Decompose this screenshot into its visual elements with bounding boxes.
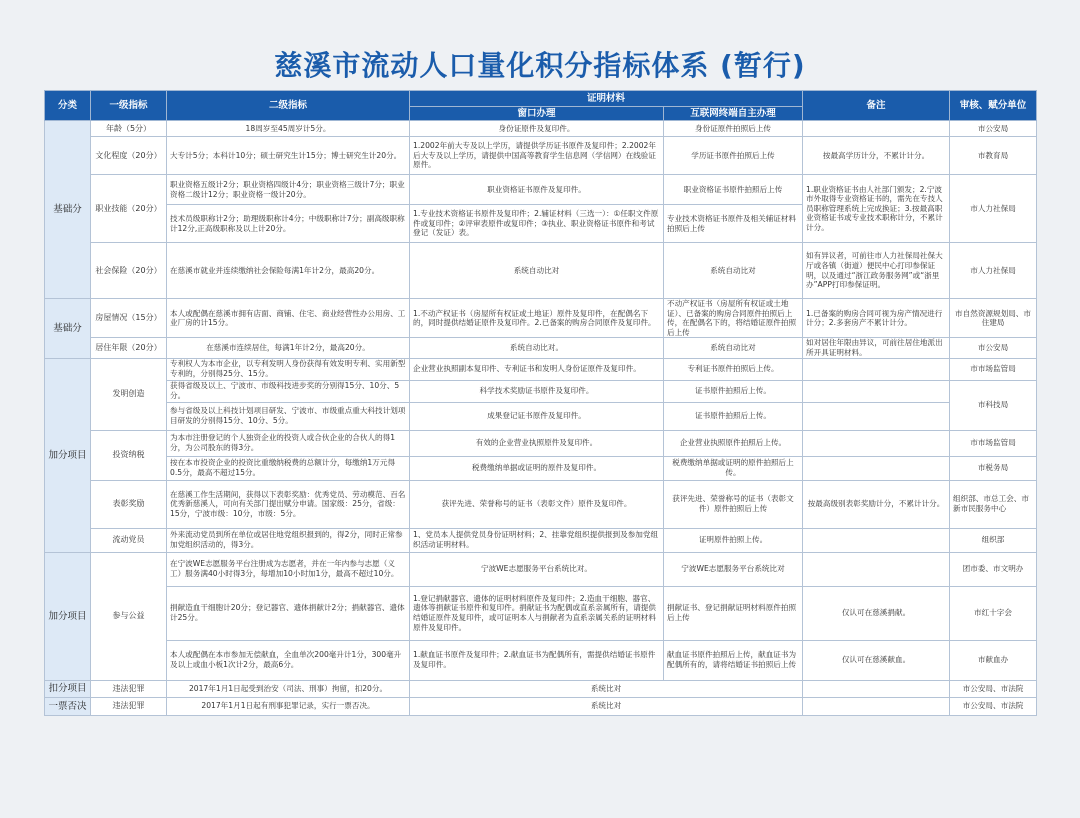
level2-cell: 在宁波WE志愿服务平台注册成为志愿者，并在一年内参与志愿（义工）服务满40小时得3分，每增加10小时加1分，最高不超过10分。	[167, 552, 410, 586]
level2-cell: 获得省级及以上、宁波市、市级科技进步奖的分别得15分、10分、5分。	[167, 380, 410, 402]
window-cell: 获评先进、荣誉称号的证书（表彰文件）原件及复印件。	[410, 480, 664, 528]
note-cell: 如对居住年限由异议，可前往居住地派出所开具证明材料。	[803, 338, 950, 358]
indicator-table	[44, 90, 1037, 716]
unit-cell: 市公安局、市法院	[950, 680, 1037, 697]
level2-cell: 参与省级及以上科技计划项目研发、宁波市、市级重点重大科技计划项目研发的分别得15分、10分、5分。	[167, 402, 410, 430]
note-cell: 如有异议者，可前往市人力社保局社保大厅或各镇（街道）便民中心打印参保证明，以及通过“浙江政务服务网”或“浙里办”APP打印参保证明。	[803, 243, 950, 299]
unit-cell: 市市场监管局	[950, 430, 1037, 456]
note-cell: 1.职业资格证书由人社部门颁发；2.宁波市外取得专业资格证书的，需先在专技人员职称管理系统上完成换证；3.按最高职业资格证书或专业技术职称计分，不累计计分。	[803, 175, 950, 243]
header-unit: 审核、赋分单位	[950, 91, 1037, 121]
header-online: 互联网终端自主办理	[664, 107, 803, 121]
table-row	[45, 243, 1037, 299]
table-row	[45, 552, 1037, 586]
unit-cell: 市人力社保局	[950, 243, 1037, 299]
table-row	[45, 480, 1037, 528]
unit-cell: 市科技局	[950, 380, 1037, 430]
unit-cell: 团市委、市文明办	[950, 552, 1037, 586]
level2-cell: 专利权人为本市企业，以专利发明人身份获得有效发明专利、实用新型专利的，分别得25分、15分。	[167, 358, 410, 380]
level1-cell: 违法犯罪	[91, 680, 167, 697]
level2-cell: 2017年1月1日起受到治安（司法、刑事）拘留，扣20分。	[167, 680, 410, 697]
header-window: 窗口办理	[410, 107, 664, 121]
window-cell: 系统自动比对。	[410, 338, 664, 358]
note-cell	[803, 380, 950, 402]
note-cell	[803, 456, 950, 480]
online-cell: 证书原件拍照后上传。	[664, 380, 803, 402]
level2-cell: 在慈溪市连续居住，每满1年计2分，最高20分。	[167, 338, 410, 358]
online-cell: 企业营业执照原件拍照后上传。	[664, 430, 803, 456]
category-cell: 加分项目	[45, 358, 91, 552]
level2-cell: 为本市注册登记的个人独资企业的投资人或合伙企业的合伙人的得1分，为公司股东的得3分。	[167, 430, 410, 456]
table-row	[45, 175, 1037, 205]
table-row	[45, 586, 1037, 640]
level2-cell: 按在本市投资企业的投资比重缴纳税费的总额计分，每缴纳1万元得0.5分，最高不超过15分。	[167, 456, 410, 480]
window-cell: 系统自动比对	[410, 243, 664, 299]
unit-cell: 市公安局	[950, 338, 1037, 358]
level1-cell: 房屋情况（15分）	[91, 299, 167, 338]
online-cell: 获评先进、荣誉称号的证书（表彰文件）原件拍照后上传	[664, 480, 803, 528]
note-cell	[803, 528, 950, 552]
online-cell: 税费缴纳单据或证明的原件拍照后上传。	[664, 456, 803, 480]
unit-cell: 市自然资源规划局、市住建局	[950, 299, 1037, 338]
level2-cell: 大专计5分；本科计10分；硕士研究生计15分；博士研究生计20分。	[167, 137, 410, 175]
window-cell: 成果登记证书原件及复印件。	[410, 402, 664, 430]
level1-cell: 投资纳税	[91, 430, 167, 480]
unit-cell: 市公安局	[950, 121, 1037, 137]
table-row	[45, 640, 1037, 680]
level1-cell: 违法犯罪	[91, 697, 167, 715]
proof-merged-cell: 系统比对	[410, 697, 803, 715]
window-cell: 1.专业技术资格证书原件及复印件；2.辅证材料（三选一）：①任职文件原件或复印件；②评审表原件或复印件；③执业、职业资格证书原件和考试登记（发证）表。	[410, 205, 664, 243]
header-proof: 证明材料	[410, 91, 803, 107]
online-cell: 不动产权证书（房屋所有权证或土地证）、已备案的购房合同原件拍照后上传，在配偶名下的，将结婚证原件拍照后上传	[664, 299, 803, 338]
note-cell: 按最高学历计分，不累计计分。	[803, 137, 950, 175]
category-cell: 基础分	[45, 299, 91, 359]
level1-cell: 发明创造	[91, 358, 167, 430]
note-cell	[803, 552, 950, 586]
online-cell: 证明原件拍照上传。	[664, 528, 803, 552]
table-row	[45, 697, 1037, 715]
level2-cell: 在慈溪市就业并连续缴纳社会保险每满1年计2分，最高20分。	[167, 243, 410, 299]
table-row	[45, 680, 1037, 697]
category-cell: 加分项目	[45, 552, 91, 680]
online-cell: 捐献证书、登记捐献证明材料原件拍照后上传	[664, 586, 803, 640]
window-cell: 1.2002年前大专及以上学历，请提供学历证书原件及复印件；2.2002年后大专及以上学历，请提供中国高等教育学生信息网（学信网）在线验证原件。	[410, 137, 664, 175]
note-cell: 仅认可在慈溪捐献。	[803, 586, 950, 640]
level2-cell: 本人或配偶在慈溪市拥有店面、商铺、住宅、商业经营性办公用房、工业厂房的计15分。	[167, 299, 410, 338]
level2-cell: 技术员级职称计2分；助理级职称计4分；中级职称计7分；副高级职称计12分,正高级职称及以上计20分。	[167, 205, 410, 243]
table-row	[45, 358, 1037, 380]
note-cell: 1.已备案的购房合同可视为房产情况进行计分；2.多套房产不累计计分。	[803, 299, 950, 338]
window-cell: 1、党员本人提供党员身份证明材料；2、挂靠党组织提供报到及参加党组织活动证明材料。	[410, 528, 664, 552]
online-cell: 身份证原件拍照后上传	[664, 121, 803, 137]
table-row	[45, 528, 1037, 552]
level1-cell: 流动党员	[91, 528, 167, 552]
level1-cell: 参与公益	[91, 552, 167, 680]
header-level1: 一级指标	[91, 91, 167, 121]
window-cell: 税费缴纳单据或证明的原件及复印件。	[410, 456, 664, 480]
table-row	[45, 430, 1037, 456]
window-cell: 科学技术奖励证书原件及复印件。	[410, 380, 664, 402]
unit-cell: 市税务局	[950, 456, 1037, 480]
online-cell: 职业资格证书原件拍照后上传	[664, 175, 803, 205]
category-cell: 一票否决	[45, 697, 91, 715]
level1-cell: 年龄（5分）	[91, 121, 167, 137]
online-cell: 献血证书原件拍照后上传，献血证书为配偶所有的，请将结婚证书拍照后上传	[664, 640, 803, 680]
online-cell: 系统自动比对	[664, 338, 803, 358]
window-cell: 职业资格证书原件及复印件。	[410, 175, 664, 205]
level2-cell: 职业资格五级计2分；职业资格四级计4分；职业资格三级计7分；职业资格二级计12分；职业资格一级计20分。	[167, 175, 410, 205]
level2-cell: 外来流动党员到所在单位或居住地党组织报到的，得2分，同时正常参加党组织活动的，得3分。	[167, 528, 410, 552]
table-row	[45, 299, 1037, 338]
unit-cell: 市人力社保局	[950, 175, 1037, 243]
page-title: 慈溪市流动人口量化积分指标体系 (暂行)	[274, 49, 806, 82]
window-cell: 有效的企业营业执照原件及复印件。	[410, 430, 664, 456]
note-cell: 按最高级别表彰奖励计分，不累计计分。	[803, 480, 950, 528]
note-cell	[803, 121, 950, 137]
level1-cell: 居住年限（20分）	[91, 338, 167, 358]
note-cell	[803, 402, 950, 430]
note-cell	[803, 358, 950, 380]
online-cell: 学历证书原件拍照后上传	[664, 137, 803, 175]
window-cell: 1.献血证书原件及复印件；2.献血证书为配偶所有，需提供结婚证书原件及复印件。	[410, 640, 664, 680]
table-row	[45, 380, 1037, 402]
note-cell: 仅认可在慈溪献血。	[803, 640, 950, 680]
unit-cell: 市红十字会	[950, 586, 1037, 640]
unit-cell: 市市场监管局	[950, 358, 1037, 380]
proof-merged-cell: 系统比对	[410, 680, 803, 697]
level1-cell: 文化程度（20分）	[91, 137, 167, 175]
window-cell: 身份证原件及复印件。	[410, 121, 664, 137]
note-cell	[803, 680, 950, 697]
level2-cell: 捐献造血干细胞计20分；登记器官、遗体捐献计2分；捐献器官、遗体计25分。	[167, 586, 410, 640]
table-row	[45, 137, 1037, 175]
online-cell: 证书原件拍照后上传。	[664, 402, 803, 430]
level1-cell: 社会保险（20分）	[91, 243, 167, 299]
category-cell: 基础分	[45, 121, 91, 299]
unit-cell: 市献血办	[950, 640, 1037, 680]
unit-cell: 组织部、市总工会、市新市民服务中心	[950, 480, 1037, 528]
category-cell: 扣分项目	[45, 680, 91, 697]
header-category: 分类	[45, 91, 91, 121]
header-note: 备注	[803, 91, 950, 121]
level2-cell: 2017年1月1日起有刑事犯罪记录，实行一票否决。	[167, 697, 410, 715]
unit-cell: 市教育局	[950, 137, 1037, 175]
online-cell: 专业技术资格证书原件及相关辅证材料拍照后上传	[664, 205, 803, 243]
table-row	[45, 456, 1037, 480]
table-row	[45, 338, 1037, 358]
window-cell: 1.登记捐献器官、遗体的证明材料原件及复印件；2.造血干细胞、器官、遗体等捐献证书原件和复印件。捐献证书为配偶或直系亲属所有，请提供结婚证原件及复印件，或可证明本人与捐献者为直系亲属关系的证明材料原件及复印件。	[410, 586, 664, 640]
header-level2: 二级指标	[167, 91, 410, 121]
online-cell: 系统自动比对	[664, 243, 803, 299]
unit-cell: 组织部	[950, 528, 1037, 552]
level2-cell: 18周岁至45周岁计5分。	[167, 121, 410, 137]
table-row	[45, 121, 1037, 137]
online-cell: 专利证书原件拍照后上传。	[664, 358, 803, 380]
level2-cell: 在慈溪工作生活期间，获得以下表彰奖励：优秀党员、劳动模范、百名优秀新慈溪人，可向有关部门提出赋分申请。国家级：25分，省级：15分，宁波市级：10分，市级：5分。	[167, 480, 410, 528]
level1-cell: 表彰奖励	[91, 480, 167, 528]
note-cell	[803, 697, 950, 715]
window-cell: 宁波WE志愿服务平台系统比对。	[410, 552, 664, 586]
window-cell: 企业营业执照副本复印件、专利证书和发明人身份证原件及复印件。	[410, 358, 664, 380]
level2-cell: 本人或配偶在本市参加无偿献血，全血单次200毫升计1分，300毫升及以上或血小板1次计2分，最高6分。	[167, 640, 410, 680]
online-cell: 宁波WE志愿服务平台系统比对	[664, 552, 803, 586]
level1-cell: 职业技能（20分）	[91, 175, 167, 243]
header-row	[45, 91, 1037, 107]
unit-cell: 市公安局、市法院	[950, 697, 1037, 715]
window-cell: 1.不动产权证书（房屋所有权证或土地证）原件及复印件，在配偶名下的，同时提供结婚证原件及复印件。2.已备案的购房合同原件及复印件。	[410, 299, 664, 338]
note-cell	[803, 430, 950, 456]
table-row	[45, 402, 1037, 430]
